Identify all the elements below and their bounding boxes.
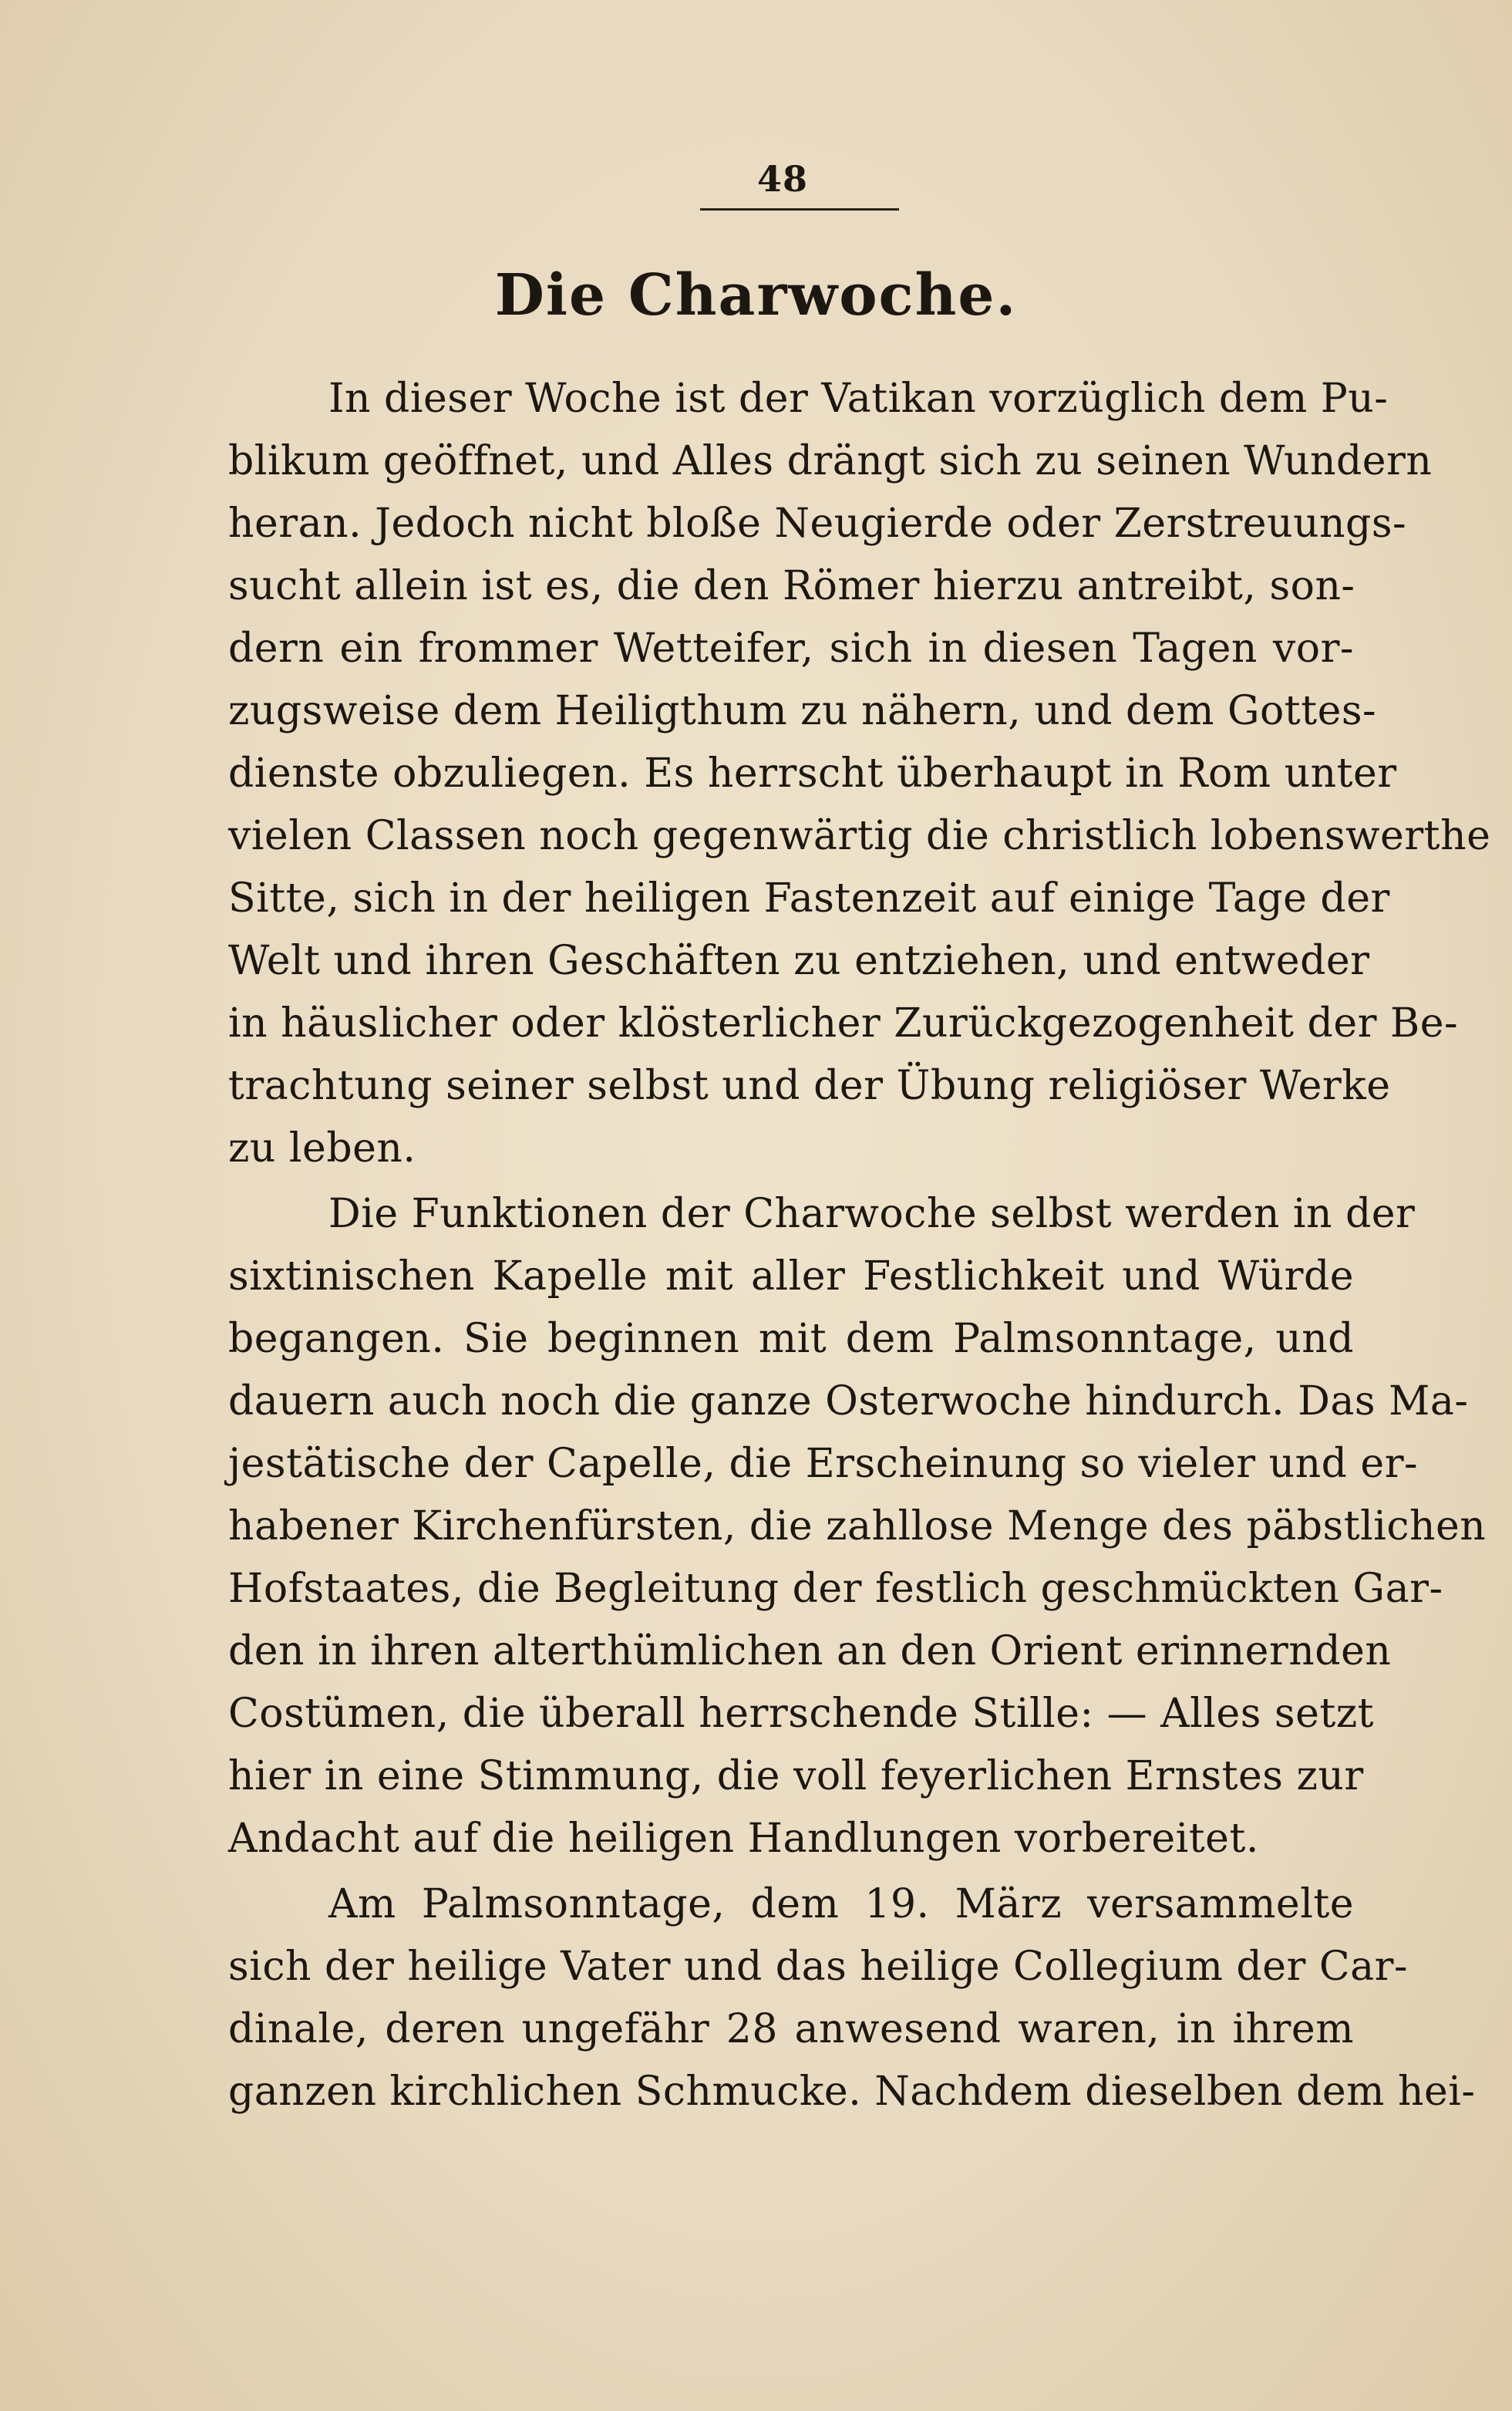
- paragraph-1: [228, 368, 1491, 1180]
- text-line: zu leben.: [228, 1125, 416, 1172]
- text-line: hier in eine Stimmung, die voll feyerlichen Ernstes zur: [228, 1753, 1364, 1799]
- paragraph-2: [228, 1183, 1487, 1870]
- text-line: blikum geöffnet, und Alles drängt sich zu seinen Wundern: [228, 438, 1433, 484]
- text-line: dienste obzuliegen. Es herrscht überhaupt in Rom unter: [228, 750, 1397, 797]
- text-line: Andacht auf die heiligen Handlungen vorbereitet.: [228, 1816, 1259, 1862]
- text-line: sucht allein ist es, die den Römer hierzu antreibt, son-: [228, 563, 1355, 609]
- page-number-rule: [700, 208, 899, 211]
- text-line: zugsweise dem Heiligthum zu nähern, und dem Gottes-: [228, 688, 1377, 734]
- text-line: ganzen kirchlichen Schmucke. Nachdem dieselben dem hei-: [228, 2069, 1476, 2115]
- text-line: dern ein frommer Wetteifer, sich in diesen Tagen vor-: [228, 626, 1354, 672]
- text-line: Die Funktionen der Charwoche selbst werden in der: [328, 1191, 1416, 1237]
- text-line: sich der heilige Vater und das heilige Collegium der Car-: [228, 1944, 1409, 1990]
- text-line: trachtung seiner selbst und der Übung religiöser Werke: [228, 1063, 1391, 1109]
- text-line: Sitte, sich in der heiligen Fastenzeit auf einige Tage der: [228, 875, 1390, 922]
- text-line: dinale, deren ungefähr 28 anwesend waren, in ihrem: [228, 2006, 1354, 2052]
- page-number: 48: [756, 158, 808, 200]
- paragraph-3: [228, 1873, 1476, 2123]
- text-line: sixtinischen Kapelle mit aller Festlichkeit und Würde: [228, 1253, 1354, 1300]
- text-line: Hofstaates, die Begleitung der festlich geschmückten Gar-: [228, 1566, 1443, 1612]
- text-line: Welt und ihren Geschäften zu entziehen, und entweder: [228, 938, 1370, 984]
- text-line: Am Palmsonntage, dem 19. März versammelte: [328, 1881, 1354, 1927]
- text-line: In dieser Woche ist der Vatikan vorzüglich dem Pu-: [328, 376, 1389, 422]
- text-line: jestätische der Capelle, die Erscheinung so vieler und er-: [228, 1441, 1419, 1487]
- text-line: dauern auch noch die ganze Osterwoche hindurch. Das Ma-: [228, 1378, 1469, 1425]
- text-line: vielen Classen noch gegenwärtig die christlich lobenswerthe: [228, 813, 1491, 859]
- chapter-title: Die Charwoche.: [494, 262, 1018, 329]
- text-line: habener Kirchenfürsten, die zahllose Menge des päbstlichen: [228, 1503, 1487, 1549]
- text-line: in häuslicher oder klösterlicher Zurückgezogenheit der Be-: [228, 1000, 1459, 1047]
- text-line: begangen. Sie beginnen mit dem Palmsonntage, und: [228, 1316, 1354, 1362]
- text-line: heran. Jedoch nicht bloße Neugierde oder Zerstreuungs-: [228, 501, 1407, 547]
- text-line: den in ihren alterthümlichen an den Orient erinnernden: [228, 1628, 1392, 1674]
- text-line: Costümen, die überall herrschende Stille: — Alles setzt: [228, 1691, 1375, 1737]
